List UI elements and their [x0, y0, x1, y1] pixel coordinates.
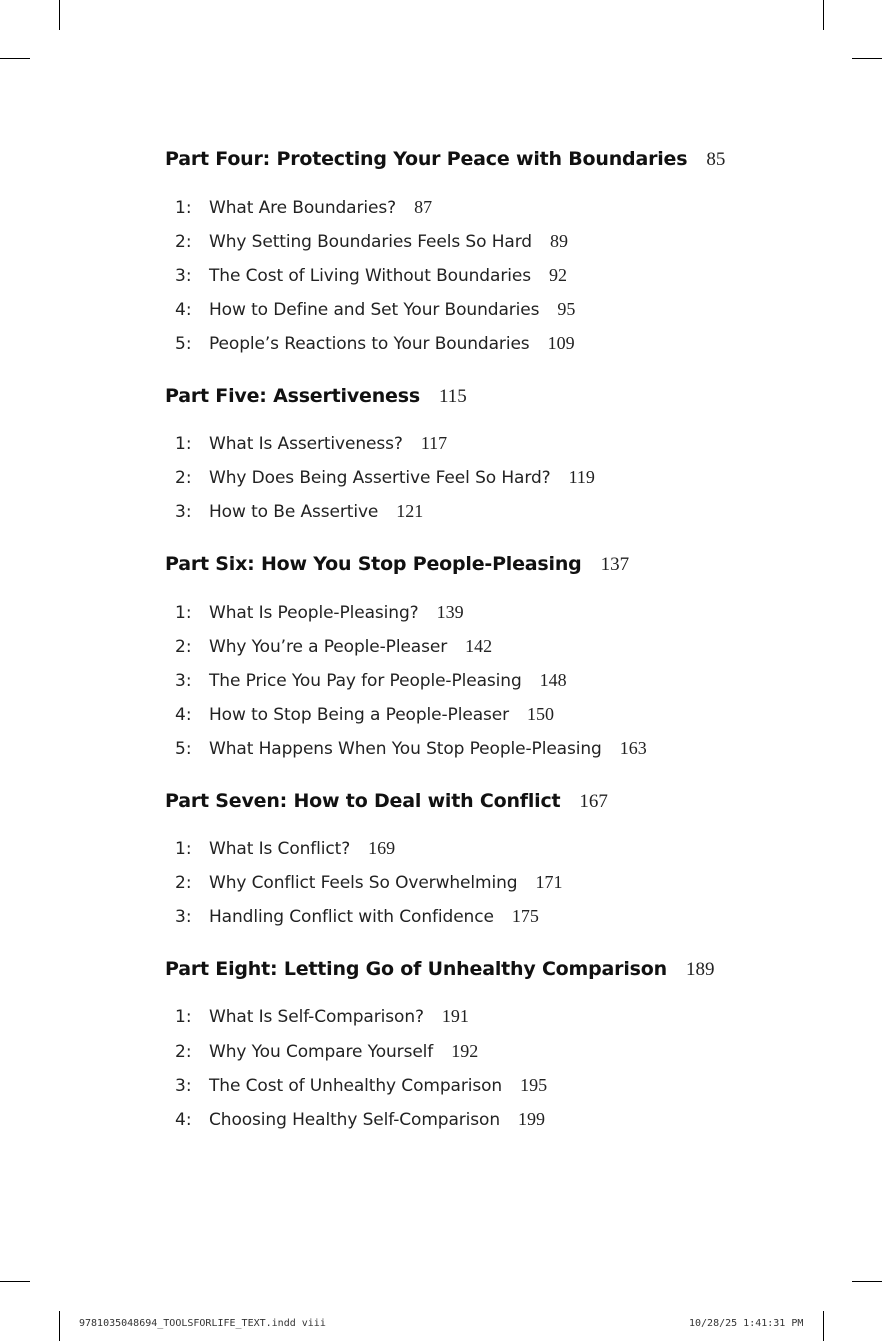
chapter-title: Why Setting Boundaries Feels So Hard — [209, 232, 533, 252]
crop-mark — [0, 58, 30, 59]
chapter-entry[interactable] — [175, 906, 539, 930]
page-number: 192 — [451, 1041, 479, 1061]
part-title: Part Seven: How to Deal with Conflict — [165, 790, 561, 812]
chapter-number: 2: — [175, 232, 192, 252]
chapter-number: 1: — [175, 434, 192, 454]
chapter-entry[interactable] — [175, 704, 554, 728]
chapter-number: 4: — [175, 300, 192, 320]
page-number: 142 — [465, 636, 493, 656]
page-number: 167 — [579, 791, 608, 812]
chapter-title: Why Does Being Assertive Feel So Hard? — [209, 468, 551, 488]
chapter-number: 3: — [175, 1076, 192, 1096]
chapter-number: 2: — [175, 637, 192, 657]
page-number: 109 — [547, 333, 575, 353]
page-number: 150 — [527, 704, 555, 724]
chapter-number: 2: — [175, 873, 192, 893]
slug-timestamp: 10/28/25 1:41:31 PM — [689, 1318, 804, 1329]
page-number: 95 — [557, 299, 576, 319]
crop-mark — [59, 1311, 60, 1341]
crop-mark — [852, 58, 882, 59]
page-number: 117 — [420, 433, 448, 453]
page-number: 89 — [550, 231, 569, 251]
chapter-number: 1: — [175, 603, 192, 623]
chapter-entry[interactable] — [175, 670, 567, 694]
chapter-title: How to Be Assertive — [209, 502, 379, 522]
chapter-number: 2: — [175, 1042, 192, 1062]
page-number: 137 — [600, 554, 630, 575]
chapter-number: 4: — [175, 1110, 192, 1130]
part-heading[interactable] — [165, 958, 714, 981]
chapter-number: 3: — [175, 671, 192, 691]
chapter-title: What Is Assertiveness? — [209, 434, 403, 454]
chapter-title: Choosing Healthy Self-Comparison — [209, 1110, 501, 1130]
chapter-title: The Cost of Unhealthy Comparison — [209, 1076, 503, 1096]
page-number: 189 — [685, 959, 715, 980]
part-heading[interactable] — [165, 553, 629, 576]
page-number: 87 — [414, 197, 433, 217]
chapter-title: People’s Reactions to Your Boundaries — [209, 334, 530, 354]
chapter-title: What Is People-Pleasing? — [209, 603, 419, 623]
chapter-title: Why You’re a People-Pleaser — [209, 637, 448, 657]
chapter-number: 3: — [175, 502, 192, 522]
chapter-entry[interactable] — [175, 265, 567, 289]
chapter-number: 1: — [175, 1007, 192, 1027]
page-number: 121 — [396, 501, 424, 521]
chapter-entry[interactable] — [175, 467, 595, 491]
chapter-entry[interactable] — [175, 1109, 545, 1133]
slug-filename: 9781035048694_TOOLSFORLIFE_TEXT.indd viii — [79, 1318, 326, 1329]
crop-mark — [59, 0, 60, 30]
chapter-entry[interactable] — [175, 299, 575, 323]
chapter-entry[interactable] — [175, 602, 464, 626]
chapter-entry[interactable] — [175, 231, 568, 255]
page-number: 92 — [548, 265, 567, 285]
chapter-title: Handling Conflict with Confidence — [209, 907, 494, 927]
crop-mark — [823, 1311, 824, 1341]
chapter-title: What Are Boundaries? — [209, 198, 397, 218]
page-number: 119 — [568, 467, 595, 487]
chapter-entry[interactable] — [175, 838, 395, 862]
chapter-entry[interactable] — [175, 333, 575, 357]
chapter-entry[interactable] — [175, 1041, 478, 1065]
chapter-entry[interactable] — [175, 501, 423, 525]
chapter-title: How to Stop Being a People-Pleaser — [209, 705, 510, 725]
page-number: 195 — [520, 1075, 548, 1095]
crop-mark — [823, 0, 824, 30]
page-number: 139 — [436, 602, 464, 622]
chapter-number: 3: — [175, 907, 192, 927]
part-title: Part Six: How You Stop People-Pleasing — [165, 553, 582, 575]
chapter-entry[interactable] — [175, 1006, 469, 1030]
chapter-entry[interactable] — [175, 738, 647, 762]
page-number: 171 — [535, 872, 563, 892]
chapter-title: Why You Compare Yourself — [209, 1042, 434, 1062]
chapter-title: What Is Conflict? — [209, 839, 351, 859]
chapter-title: What Is Self-Comparison? — [209, 1007, 424, 1027]
part-title: Part Eight: Letting Go of Unhealthy Comparison — [165, 958, 667, 980]
chapter-entry[interactable] — [175, 872, 563, 896]
page-number: 169 — [368, 838, 396, 858]
chapter-number: 3: — [175, 266, 192, 286]
page-number: 191 — [441, 1006, 469, 1026]
chapter-number: 2: — [175, 468, 192, 488]
part-title: Part Four: Protecting Your Peace with Boundaries — [165, 148, 688, 170]
chapter-entry[interactable] — [175, 636, 492, 660]
chapter-title: How to Define and Set Your Boundaries — [209, 300, 540, 320]
page-number: 163 — [619, 738, 647, 758]
page-number: 175 — [511, 906, 539, 926]
chapter-number: 1: — [175, 198, 192, 218]
chapter-title: The Cost of Living Without Boundaries — [209, 266, 531, 286]
part-title: Part Five: Assertiveness — [165, 385, 420, 407]
chapter-title: Why Conflict Feels So Overwhelming — [209, 873, 518, 893]
chapter-number: 4: — [175, 705, 192, 725]
chapter-entry[interactable] — [175, 1075, 547, 1099]
chapter-entry[interactable] — [175, 197, 432, 221]
chapter-number: 5: — [175, 739, 192, 759]
part-heading[interactable] — [165, 385, 467, 408]
chapter-title: What Happens When You Stop People-Pleasing — [209, 739, 602, 759]
page-number: 199 — [518, 1109, 546, 1129]
page-number: 115 — [438, 386, 467, 407]
part-heading[interactable] — [165, 148, 725, 171]
chapter-number: 1: — [175, 839, 192, 859]
crop-mark — [852, 1281, 882, 1282]
crop-mark — [0, 1281, 30, 1282]
part-heading[interactable] — [165, 790, 608, 813]
chapter-number: 5: — [175, 334, 192, 354]
chapter-title: The Price You Pay for People-Pleasing — [209, 671, 522, 691]
chapter-entry[interactable] — [175, 433, 447, 457]
page-number: 85 — [706, 149, 726, 170]
page-number: 148 — [539, 670, 567, 690]
